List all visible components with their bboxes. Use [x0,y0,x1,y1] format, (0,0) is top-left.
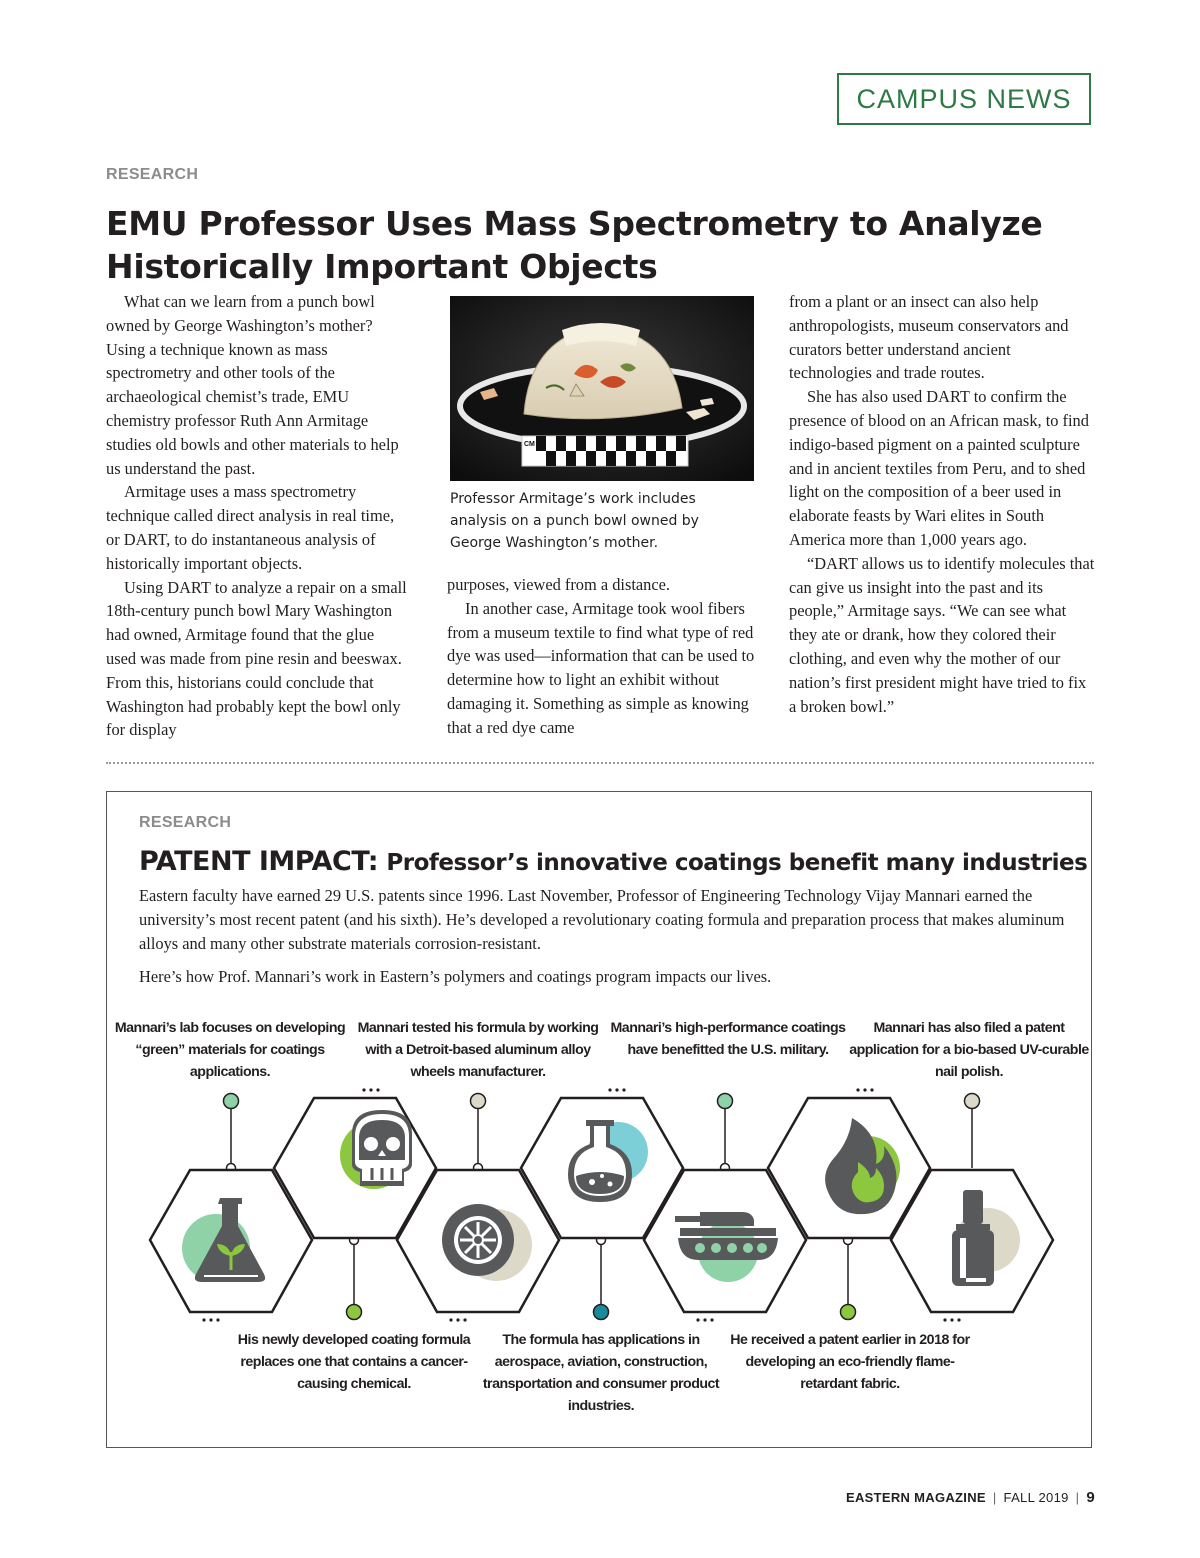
paragraph: What can we learn from a punch bowl owned by George Washington’s mother? Using a technique known as mass spectrometry and other tools of the archaeological chemist’s trade, EMU chemistry professor Ruth Ann Armitage studies old bowls and other materials to help us understand the past. [106,292,399,478]
scale-label: CM [524,441,535,448]
article1-kicker: RESEARCH [106,166,199,183]
footer-separator: | [1075,1490,1080,1505]
paragraph: “DART allows us to identify molecules that can give us insight into the past and its people,” Armitage says. “We can see what they ate or drank, how they colored their clothing, and even why the mother of our nation’s first president might have tried to fix a broken bowl.” [789,553,1095,716]
article1-column-1 [106,290,408,742]
paragraph: In another case, Armitage took wool fibers from a museum textile to find what type of red dye was used—information that can be used to determine how to light an exhibit without damaging it. Something as simple as knowing that a red dye came [447,598,755,737]
paragraph: She has also used DART to confirm the presence of blood on an African mask, to find indigo-based pigment on a painted sculpture and in ancient textiles from Peru, and to shed light on the composition of a beer used in elaborate feasts by Wari elites in South America more than 1,000 years ago. [789,387,1089,549]
caption-nail-polish: Mannari has also filed a patent application for a bio-based UV-curable nail polish. [849,1020,1089,1080]
patent-title [139,846,1088,877]
photo-caption: Professor Armitage’s work includes analysis on a punch bowl owned by George Washington’s mother. [450,491,699,551]
patent-intro: Eastern faculty have earned 29 U.S. patents since 1996. Last November, Professor of Engineering Technology Vijay Mannari earned the university’s most recent patent (and his sixth). He’s developed a revolutionary coating formula and preparation process that makes aluminum alloys and many other substrate materials corrosion-resistant. [139,886,1065,953]
paragraph: Using DART to analyze a repair on a small 18th-century punch bowl Mary Washington had owned, Armitage found that the glue used was made from pine resin and beeswax. From this, historians could conclude that Washington had probably kept the bowl only for display [106,577,407,740]
article1-headline: EMU Professor Uses Mass Spectrometry to Analyze Historically Important Objects [106,204,1043,286]
footer-magazine: EASTERN MAGAZINE [846,1490,986,1505]
paragraph: from a plant or an insect can also help anthropologists, museum conservators and curators better understand ancient technologies and trade routes. [789,292,1069,383]
caption-military: Mannari’s high-performance coatings have benefitted the U.S. military. [610,1020,846,1058]
patent-title-main: PATENT IMPACT: [139,846,379,877]
section-label: CAMPUS NEWS [837,73,1091,125]
page-number: 9 [1086,1489,1095,1506]
article1-column-3 [789,290,1095,718]
coatings-infographic [140,1080,1070,1330]
patent-intro-2: Here’s how Prof. Mannari’s work in Eastern’s polymers and coatings program impacts our lives. [139,967,772,986]
punch-bowl-image [450,296,754,481]
caption-green-materials: Mannari’s lab focuses on developing “green” materials for coatings applications. [114,1020,346,1080]
paragraph: purposes, viewed from a distance. [447,575,671,594]
caption-flame-retardant: He received a patent earlier in 2018 for developing an eco-friendly flame-retardant fabric. [730,1332,970,1392]
patent-title-subtitle: Professor’s innovative coatings benefit many industries [386,850,1088,876]
article1-column-2 [447,573,755,740]
punch-bowl-photo [450,296,754,481]
article2-kicker: RESEARCH [139,814,232,831]
footer-issue: FALL 2019 [1003,1490,1069,1505]
paragraph: Armitage uses a mass spectrometry technique called direct analysis in real time, or DART, to do instantaneous analysis of historically important objects. [106,482,395,573]
dotted-divider [106,762,1094,764]
page-footer [846,1489,1095,1506]
footer-separator: | [992,1490,997,1505]
caption-industries: The formula has applications in aerospace, aviation, construction, transportation and consumer product industries. [482,1332,720,1414]
caption-wheels: Mannari tested his formula by working with a Detroit-based aluminum alloy wheels manufacturer. [357,1020,599,1080]
caption-cancer-chemical: His newly developed coating formula replaces one that contains a cancer-causing chemical. [237,1332,471,1392]
